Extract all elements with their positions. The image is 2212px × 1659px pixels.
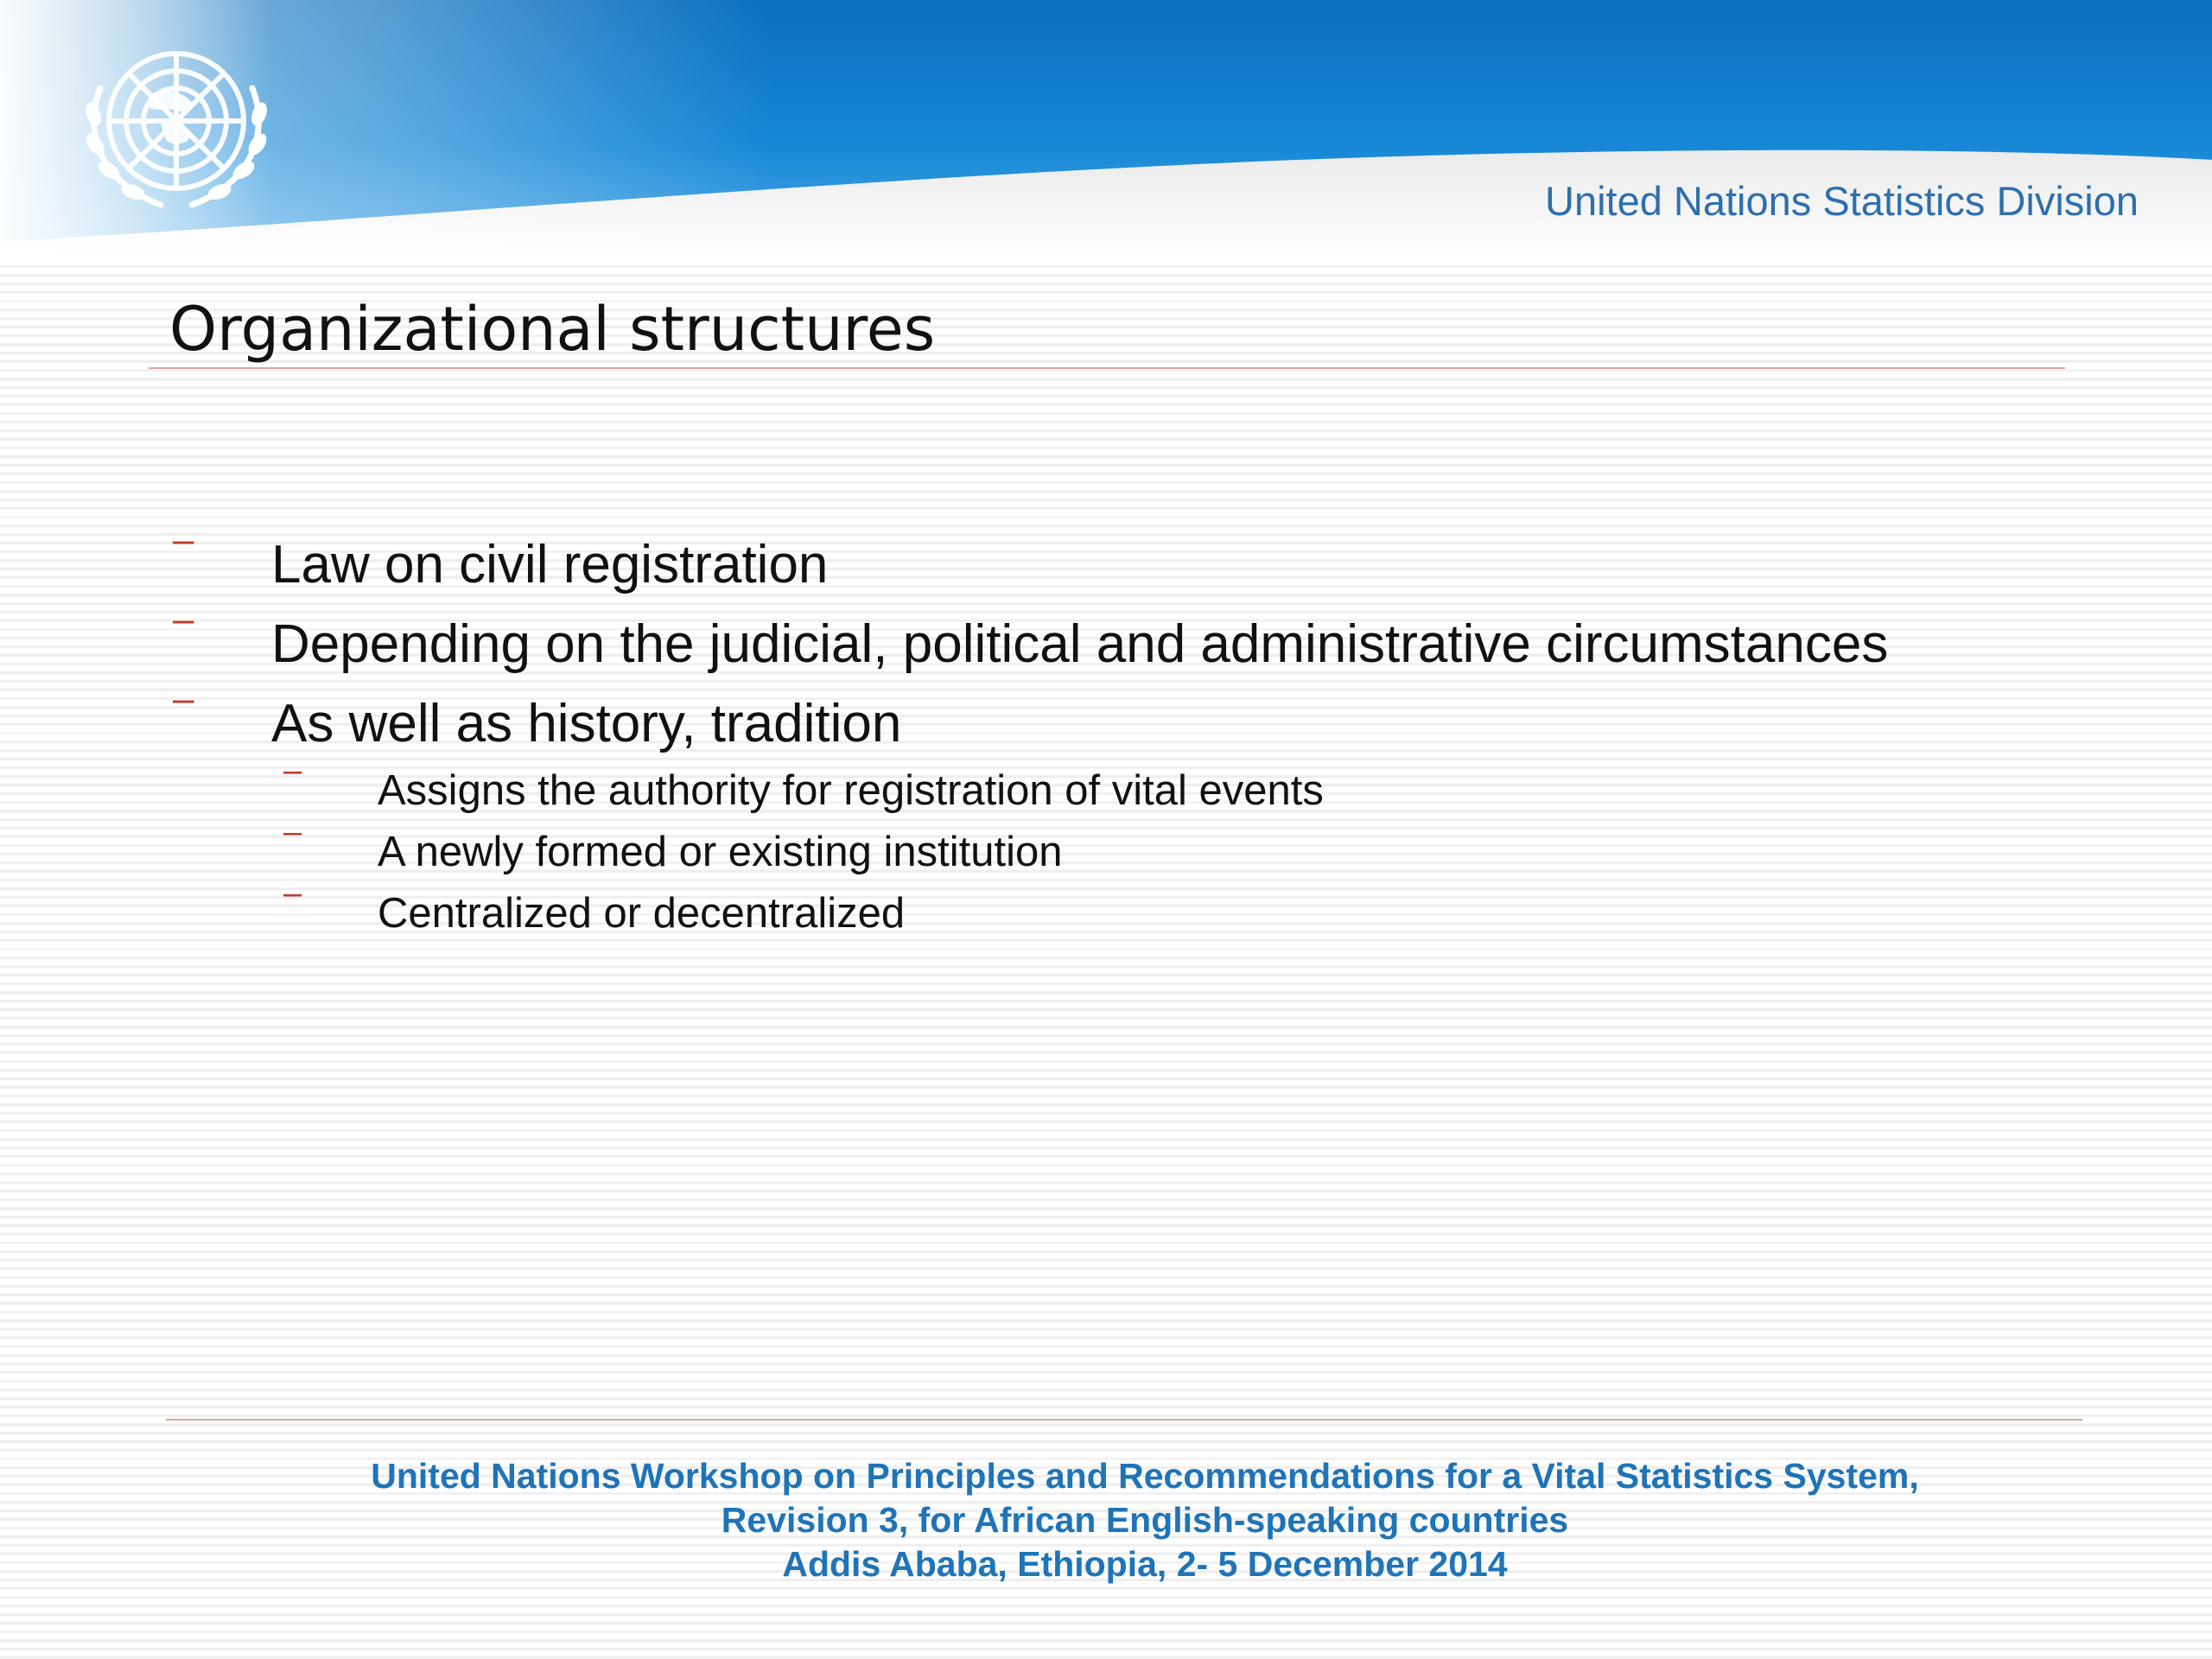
sub-bullet-marker: – (283, 875, 302, 912)
bullet-text: Law on civil registration (271, 535, 829, 594)
un-emblem-icon (66, 28, 287, 223)
footer-line-2: Revision 3, for African English-speaking countries (721, 1500, 1569, 1540)
slide-title: Organizational structures (169, 294, 936, 365)
sub-bullet-marker: – (283, 814, 302, 850)
footer-line-3: Addis Ababa, Ethiopia, 2- 5 December 2014 (782, 1544, 1508, 1584)
bullet-marker: – (173, 598, 194, 640)
footer-line-1: United Nations Workshop on Principles and Recommendations for a Vital Statistics System, (371, 1456, 1919, 1496)
bullet-marker: – (173, 677, 194, 720)
footer-divider (166, 1419, 2082, 1421)
sub-bullet-marker: – (283, 753, 302, 789)
bullet-text: As well as history, tradition (271, 694, 902, 753)
footer-caption (0, 1454, 2212, 1586)
header-banner (0, 0, 2212, 259)
organization-name: United Nations Statistics Division (1545, 178, 2139, 224)
sub-bullet-text: Centralized or decentralized (378, 890, 906, 937)
sub-bullet-text: A newly formed or existing institution (378, 829, 1063, 875)
title-divider (149, 367, 2065, 369)
bullet-marker: – (173, 518, 194, 561)
bullet-text: Depending on the judicial, political and administrative circumstances (271, 614, 1889, 674)
sub-bullet-text: Assigns the authority for registration of vital events (378, 767, 1324, 814)
